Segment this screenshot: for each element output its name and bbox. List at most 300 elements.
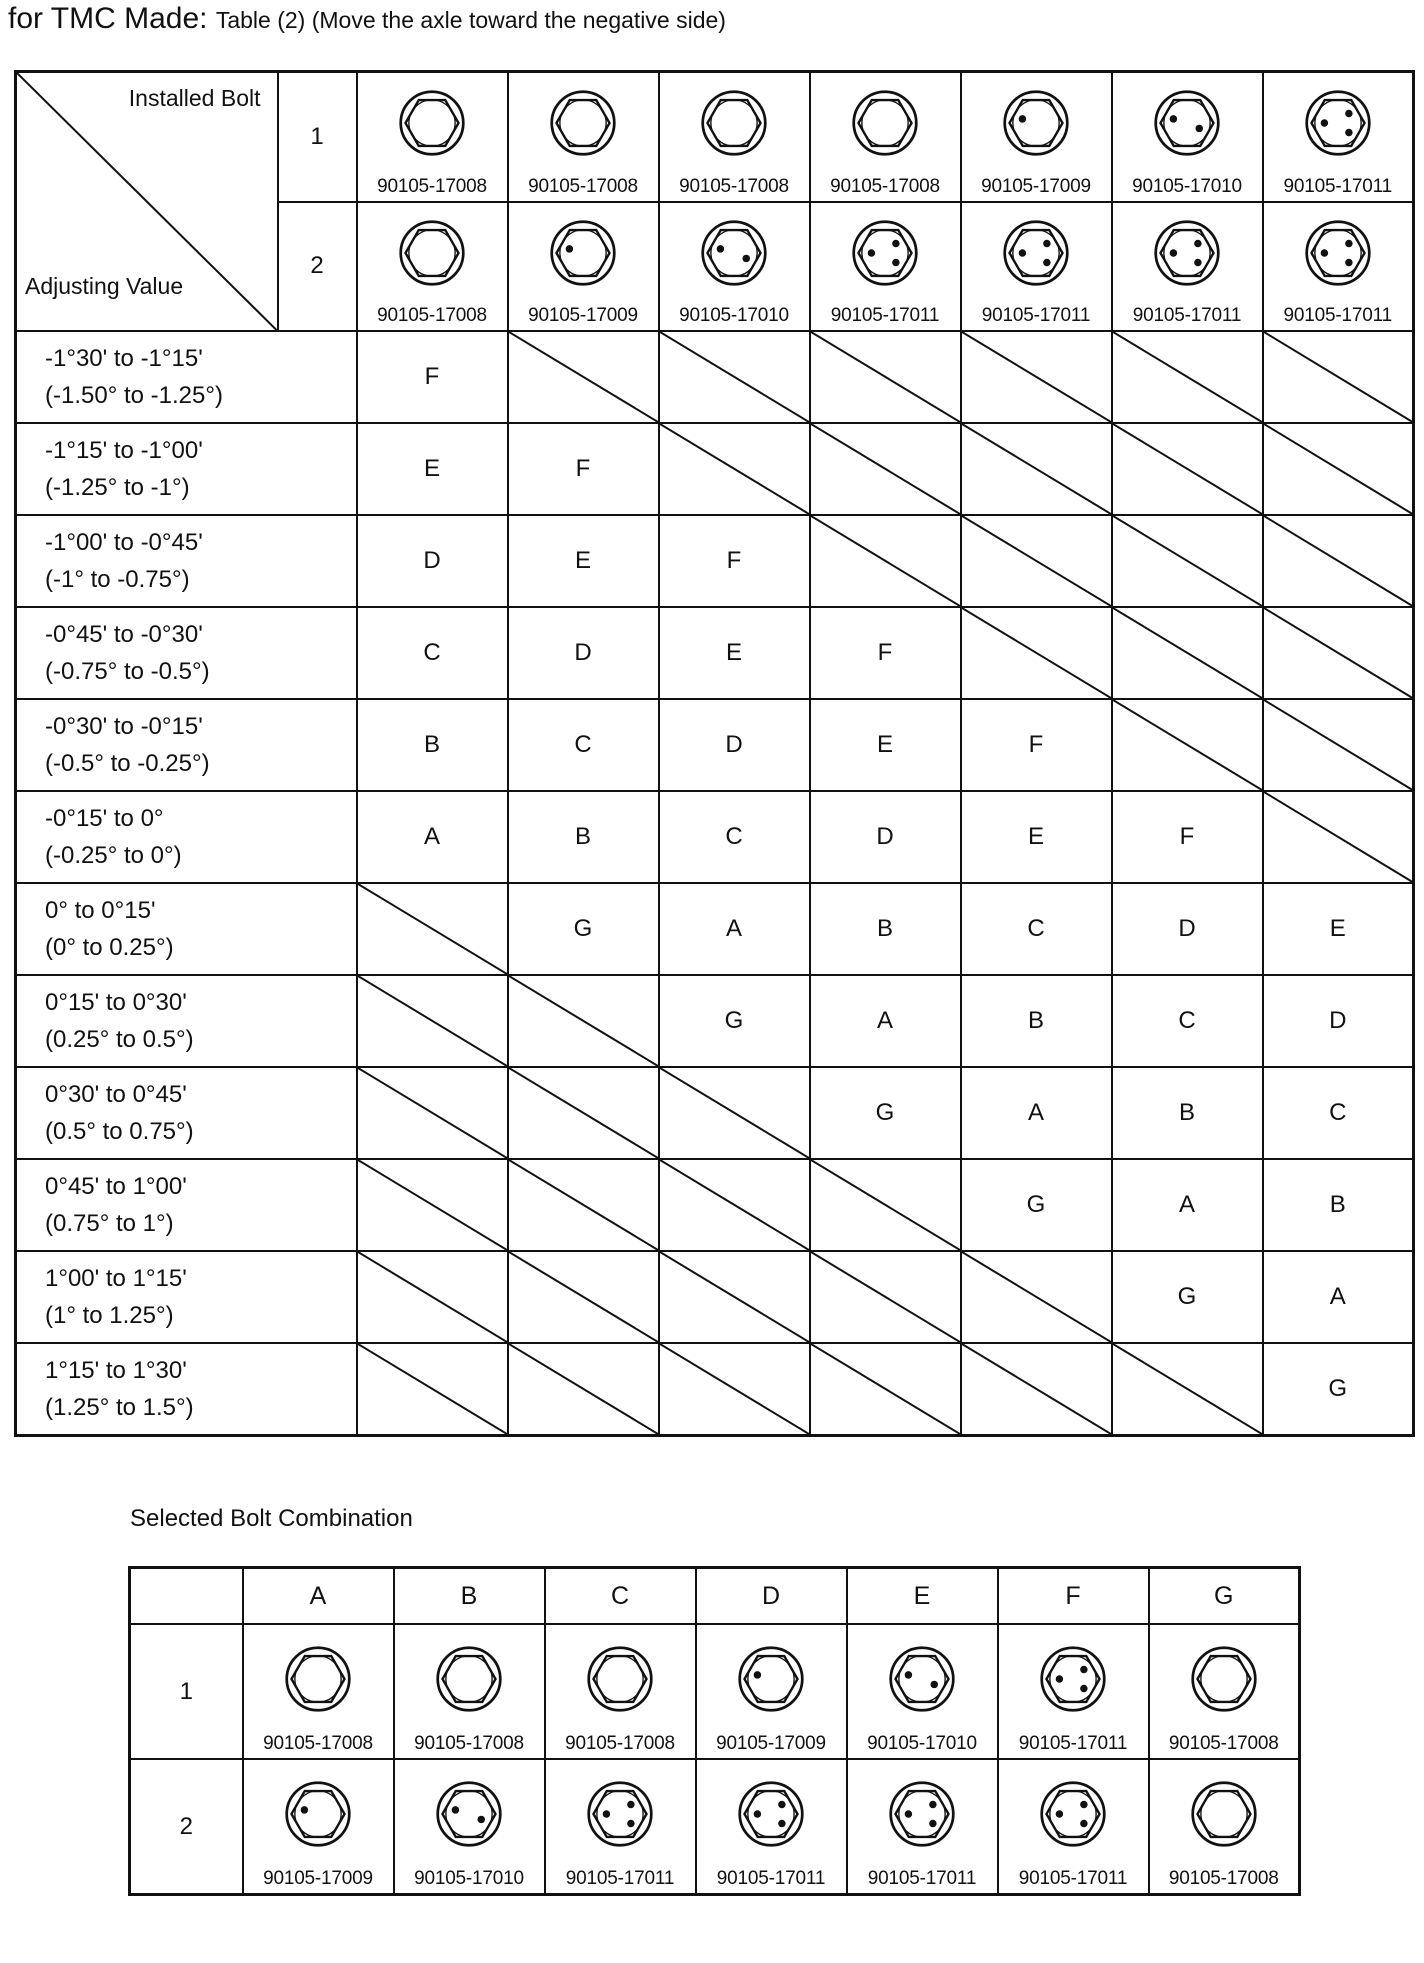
bolt-part-number: 90105-17009 [263,1868,373,1889]
bolt-dot [1019,249,1026,256]
combination-letter: E [508,515,659,607]
bolt-dot [1345,110,1352,117]
empty-cell [1112,1343,1263,1436]
empty-cell [659,1343,810,1436]
bolt-icon [586,1780,654,1848]
adjusting-value-row [16,1067,1414,1159]
adjusting-range-label [16,699,357,791]
not-applicable-slash [1264,332,1413,422]
range-degrees-minutes: -0°15' to 0° [45,805,164,832]
range-degrees-minutes: 1°15' to 1°30' [45,1357,187,1384]
installed-bolt-label: Installed Bolt [128,85,261,111]
heading-main: for TMC Made: [8,2,208,35]
empty-cell [659,1251,810,1343]
bolt-cell [1149,1759,1300,1895]
not-applicable-slash [1264,424,1413,514]
combination-letter: G [961,1159,1112,1251]
bolt-part-number: 90105-17011 [1018,1733,1128,1754]
bolt-cell [243,1624,394,1759]
bolt-position-number: 1 [278,72,357,202]
not-applicable-slash [962,1344,1111,1434]
combination-letter: D [1112,883,1263,975]
bolt-dot [892,258,899,265]
empty-cell [508,1251,659,1343]
bolt-part-number: 90105-17010 [414,1868,524,1889]
combination-letter: B [1112,1067,1263,1159]
bolt-dot [301,1806,308,1813]
adjusting-value-row [16,883,1414,975]
empty-cell [659,331,810,423]
not-applicable-slash [358,1344,507,1434]
bolt-icon [1304,219,1372,287]
combo-letter-header: D [696,1568,847,1625]
empty-cell [357,975,508,1067]
bolt-dot [1080,1820,1087,1827]
bolt-cell [961,72,1112,202]
bolt-cell [810,72,961,202]
adjusting-value-row [16,1343,1414,1436]
page-heading [8,2,726,36]
empty-cell [961,1343,1112,1436]
bolt-icon [700,219,768,287]
bolt-dot [1194,239,1201,246]
bolt-dot [1345,258,1352,265]
bolt-part-number: 90105-17011 [1018,1868,1128,1889]
range-decimal-degrees: (-1.25° to -1°) [45,474,190,501]
bolt-part-number: 90105-17011 [1283,305,1392,326]
bolt-dot [1080,1666,1087,1673]
not-applicable-slash [358,884,507,974]
combination-letter: G [1263,1343,1414,1436]
bolt-icon [737,1780,805,1848]
empty-cell [659,1067,810,1159]
empty-cell [810,1251,961,1343]
combo-bolt-row [130,1624,1300,1759]
empty-cell [810,331,961,423]
adjusting-range-label [16,1067,357,1159]
range-degrees-minutes: 1°00' to 1°15' [45,1265,187,1292]
bolt-part-number: 90105-17011 [1132,305,1242,326]
adjusting-value-row [16,515,1414,607]
bolt-part-number: 90105-17011 [1283,175,1392,197]
not-applicable-slash [358,1068,507,1158]
combo-title: Selected Bolt Combination [130,1505,413,1532]
bolt-cell [243,1759,394,1895]
range-decimal-degrees: (0° to 0.25°) [45,934,174,961]
not-applicable-slash [660,1252,809,1342]
combo-letter-header: E [847,1568,998,1625]
range-degrees-minutes: 0°15' to 0°30' [45,989,187,1016]
bolt-position-number: 2 [130,1759,243,1895]
bolt-dot [778,1801,785,1808]
adjusting-value-row [16,699,1414,791]
combination-letter: C [961,883,1112,975]
not-applicable-slash [1113,1344,1262,1434]
bolt-cell [696,1759,847,1895]
combination-letter: D [357,515,508,607]
not-applicable-slash [509,1344,658,1434]
adjusting-value-row [16,1251,1414,1343]
bolt-part-number: 90105-17008 [377,305,487,326]
bolt-cell [810,202,961,332]
range-decimal-degrees: (-1° to -0.75°) [45,566,190,593]
adjusting-value-label: Adjusting Value [25,273,184,299]
combo-bolt-row [130,1759,1300,1895]
bolt-dot [627,1801,634,1808]
bolt-dot [1043,239,1050,246]
adjusting-value-row [16,331,1414,423]
not-applicable-slash [811,1252,960,1342]
combination-letter: B [810,883,961,975]
adjusting-value-row [16,975,1414,1067]
empty-cell [1263,331,1414,423]
range-degrees-minutes: 0° to 0°15' [45,897,156,924]
bolt-dot [1320,119,1327,126]
combination-letter: F [508,423,659,515]
bolt-dot [1080,1685,1087,1692]
bolt-part-number: 90105-17011 [830,305,940,326]
not-applicable-slash [509,1160,658,1250]
bolt-cell [961,202,1112,332]
not-applicable-slash [962,332,1111,422]
combination-letter: C [508,699,659,791]
corner-header [16,72,278,332]
bolt-icon [549,219,617,287]
not-applicable-slash [1113,332,1262,422]
bolt-cell [545,1759,696,1895]
blank-header [130,1568,243,1625]
bolt-part-number: 90105-17008 [1168,1733,1279,1754]
adjusting-value-row [16,423,1414,515]
range-degrees-minutes: 0°30' to 0°45' [45,1081,187,1108]
range-decimal-degrees: (0.25° to 0.5°) [45,1026,194,1053]
bolt-cell [998,1624,1149,1759]
empty-cell [508,1159,659,1251]
range-decimal-degrees: (1° to 1.25°) [45,1302,174,1329]
range-decimal-degrees: (-0.25° to 0°) [45,842,182,869]
combination-letter: G [508,883,659,975]
bolt-cell [357,202,508,332]
bolt-dot [478,1816,485,1823]
bolt-icon [1153,219,1221,287]
adjusting-range-label [16,515,357,607]
bolt-icon [435,1645,503,1713]
bolt-part-number: 90105-17009 [528,305,638,326]
combination-letter: D [659,699,810,791]
empty-cell [1263,423,1414,515]
bolt-icon [888,1645,956,1713]
bolt-part-number: 90105-17008 [414,1733,524,1754]
bolt-cell [357,72,508,202]
bolt-part-number: 90105-17011 [867,1868,977,1889]
combination-letter: G [659,975,810,1067]
not-applicable-slash [1113,608,1262,698]
not-applicable-slash [660,1160,809,1250]
combination-letter: E [810,699,961,791]
combination-letter: F [357,331,508,423]
not-applicable-slash [962,608,1111,698]
bolt-part-number: 90105-17008 [679,175,789,197]
empty-cell [961,515,1112,607]
empty-cell [961,1251,1112,1343]
combo-header-row [130,1568,1300,1625]
bolt-dot [1056,1675,1063,1682]
bolt-dot [1345,129,1352,136]
bolt-dot [868,249,875,256]
bolt-icon [851,219,919,287]
empty-cell [810,1343,961,1436]
combination-letter: E [357,423,508,515]
not-applicable-slash [660,1068,809,1158]
adjusting-range-label [16,883,357,975]
range-decimal-degrees: (-0.5° to -0.25°) [45,750,210,777]
empty-cell [508,1067,659,1159]
empty-cell [1263,607,1414,699]
not-applicable-slash [962,516,1111,606]
bolt-part-number: 90105-17008 [830,175,940,197]
empty-cell [1263,515,1414,607]
adjusting-value-row [16,607,1414,699]
bolt-cell [847,1759,998,1895]
not-applicable-slash [962,1252,1111,1342]
not-applicable-slash [358,976,507,1066]
bolt-icon [586,1645,654,1713]
bolt-cell [1263,72,1414,202]
combination-letter: A [1112,1159,1263,1251]
adjusting-range-label [16,607,357,699]
bolt-dot [754,1810,761,1817]
adjusting-range-label [16,1251,357,1343]
not-applicable-slash [358,1252,507,1342]
combination-letter: C [659,791,810,883]
bolt-part-number: 90105-17011 [565,1868,675,1889]
adjusting-range-label [16,423,357,515]
bolt-cell [508,72,659,202]
combo-letter-header: F [998,1568,1149,1625]
bolt-dot [1320,249,1327,256]
range-decimal-degrees: (0.5° to 0.75°) [45,1118,194,1145]
empty-cell [1112,331,1263,423]
bolt-dot [1345,239,1352,246]
not-applicable-slash [1113,516,1262,606]
combination-letter: A [659,883,810,975]
bolt-dot [778,1820,785,1827]
bolt-cell [1149,1624,1300,1759]
empty-cell [810,1159,961,1251]
not-applicable-slash [509,1252,658,1342]
adjusting-range-label [16,1159,357,1251]
empty-cell [1263,699,1414,791]
bolt-icon [398,219,466,287]
empty-cell [810,515,961,607]
empty-cell [1263,791,1414,883]
range-decimal-degrees: (0.75° to 1°) [45,1210,174,1237]
bolt-cell [659,202,810,332]
combination-letter: E [961,791,1112,883]
not-applicable-slash [962,424,1111,514]
empty-cell [357,883,508,975]
combination-letter: B [1263,1159,1414,1251]
bolt-icon [700,89,768,157]
bolt-dot [1056,1810,1063,1817]
range-decimal-degrees: (-0.75° to -0.5°) [45,658,210,685]
range-decimal-degrees: (-1.50° to -1.25°) [45,382,223,409]
empty-cell [810,423,961,515]
bolt-icon [398,89,466,157]
bolt-cell [508,202,659,332]
bolt-dot [929,1801,936,1808]
empty-cell [1112,423,1263,515]
bolt-combination-table [128,1566,1301,1896]
bolt-icon [549,89,617,157]
combo-letter-header: C [545,1568,696,1625]
bolt-icon [851,89,919,157]
adjustment-table [14,70,1415,1437]
not-applicable-slash [509,976,658,1066]
bolt-dot [743,254,750,261]
bolt-part-number: 90105-17011 [716,1868,826,1889]
not-applicable-slash [358,1160,507,1250]
bolt-dot [1194,258,1201,265]
empty-cell [961,607,1112,699]
bolt-icon [888,1780,956,1848]
empty-cell [357,1067,508,1159]
empty-cell [357,1343,508,1436]
not-applicable-slash [1264,792,1413,882]
combination-letter: F [961,699,1112,791]
bolt-part-number: 90105-17009 [981,175,1091,197]
combination-letter: G [1112,1251,1263,1343]
combination-letter: A [810,975,961,1067]
bolt-icon [1002,89,1070,157]
bolt-part-number: 90105-17008 [377,175,487,197]
not-applicable-slash [1264,700,1413,790]
bolt-part-number: 90105-17011 [981,305,1091,326]
range-degrees-minutes: -0°45' to -0°30' [45,621,203,648]
range-degrees-minutes: -1°00' to -0°45' [45,529,203,556]
not-applicable-slash [1113,424,1262,514]
bolt-dot [929,1820,936,1827]
combination-letter: C [357,607,508,699]
empty-cell [508,975,659,1067]
bolt-icon [435,1780,503,1848]
combination-letter: D [810,791,961,883]
bolt-cell [659,72,810,202]
bolt-icon [1039,1780,1107,1848]
not-applicable-slash [509,1068,658,1158]
bolt-dot [892,239,899,246]
combination-letter: D [508,607,659,699]
bolt-part-number: 90105-17008 [565,1733,675,1754]
adjusting-value-row [16,1159,1414,1251]
not-applicable-slash [811,424,960,514]
combination-letter: E [659,607,810,699]
combination-letter: F [810,607,961,699]
bolt-cell [696,1624,847,1759]
bolt-icon [284,1780,352,1848]
bolt-position-number: 2 [278,202,357,332]
not-applicable-slash [811,1160,960,1250]
bolt-dot [1043,258,1050,265]
not-applicable-slash [811,1344,960,1434]
bolt-icon [1304,89,1372,157]
bolt-position-number: 1 [130,1624,243,1759]
combination-letter: C [1112,975,1263,1067]
bolt-cell [394,1624,545,1759]
bolt-part-number: 90105-17008 [1168,1868,1279,1889]
bolt-cell [1112,72,1263,202]
combination-letter: G [810,1067,961,1159]
bolt-dot [905,1671,912,1678]
bolt-dot [931,1681,938,1688]
adjusting-range-label [16,975,357,1067]
empty-cell [961,423,1112,515]
installed-bolt-row [16,72,1414,202]
combination-letter: E [1263,883,1414,975]
not-applicable-slash [1264,516,1413,606]
bolt-part-number: 90105-17010 [679,305,789,326]
combination-letter: B [961,975,1112,1067]
bolt-part-number: 90105-17009 [716,1733,826,1754]
bolt-part-number: 90105-17008 [263,1733,373,1754]
heading-sub: Table (2) (Move the axle toward the negative side) [215,7,726,33]
not-applicable-slash [509,332,658,422]
combo-letter-header: G [1149,1568,1300,1625]
combination-letter: B [508,791,659,883]
bolt-part-number: 90105-17008 [528,175,638,197]
range-degrees-minutes: -1°15' to -1°00' [45,437,203,464]
range-decimal-degrees: (1.25° to 1.5°) [45,1394,194,1421]
bolt-part-number: 90105-17010 [1132,175,1242,197]
bolt-dot [754,1671,761,1678]
bolt-icon [1190,1645,1258,1713]
bolt-cell [847,1624,998,1759]
bolt-cell [998,1759,1149,1895]
bolt-dot [1080,1801,1087,1808]
range-degrees-minutes: -0°30' to -0°15' [45,713,203,740]
bolt-cell [545,1624,696,1759]
not-applicable-slash [811,516,960,606]
bolt-cell [1263,202,1414,332]
combo-letter-header: B [394,1568,545,1625]
combination-letter: B [357,699,508,791]
bolt-cell [1112,202,1263,332]
bolt-icon [1153,89,1221,157]
bolt-icon [1039,1645,1107,1713]
not-applicable-slash [811,332,960,422]
adjusting-value-row [16,791,1414,883]
combination-letter: D [1263,975,1414,1067]
bolt-icon [1002,219,1070,287]
empty-cell [659,423,810,515]
empty-cell [508,331,659,423]
combination-letter: F [659,515,810,607]
combination-letter: A [1263,1251,1414,1343]
adjusting-range-label [16,1343,357,1436]
range-degrees-minutes: 0°45' to 1°00' [45,1173,187,1200]
combination-letter: A [357,791,508,883]
empty-cell [1112,515,1263,607]
range-degrees-minutes: -1°30' to -1°15' [45,345,203,372]
not-applicable-slash [660,1344,809,1434]
bolt-icon [737,1645,805,1713]
bolt-dot [566,245,573,252]
empty-cell [1112,699,1263,791]
empty-cell [1112,607,1263,699]
empty-cell [961,331,1112,423]
empty-cell [357,1159,508,1251]
combination-letter: F [1112,791,1263,883]
